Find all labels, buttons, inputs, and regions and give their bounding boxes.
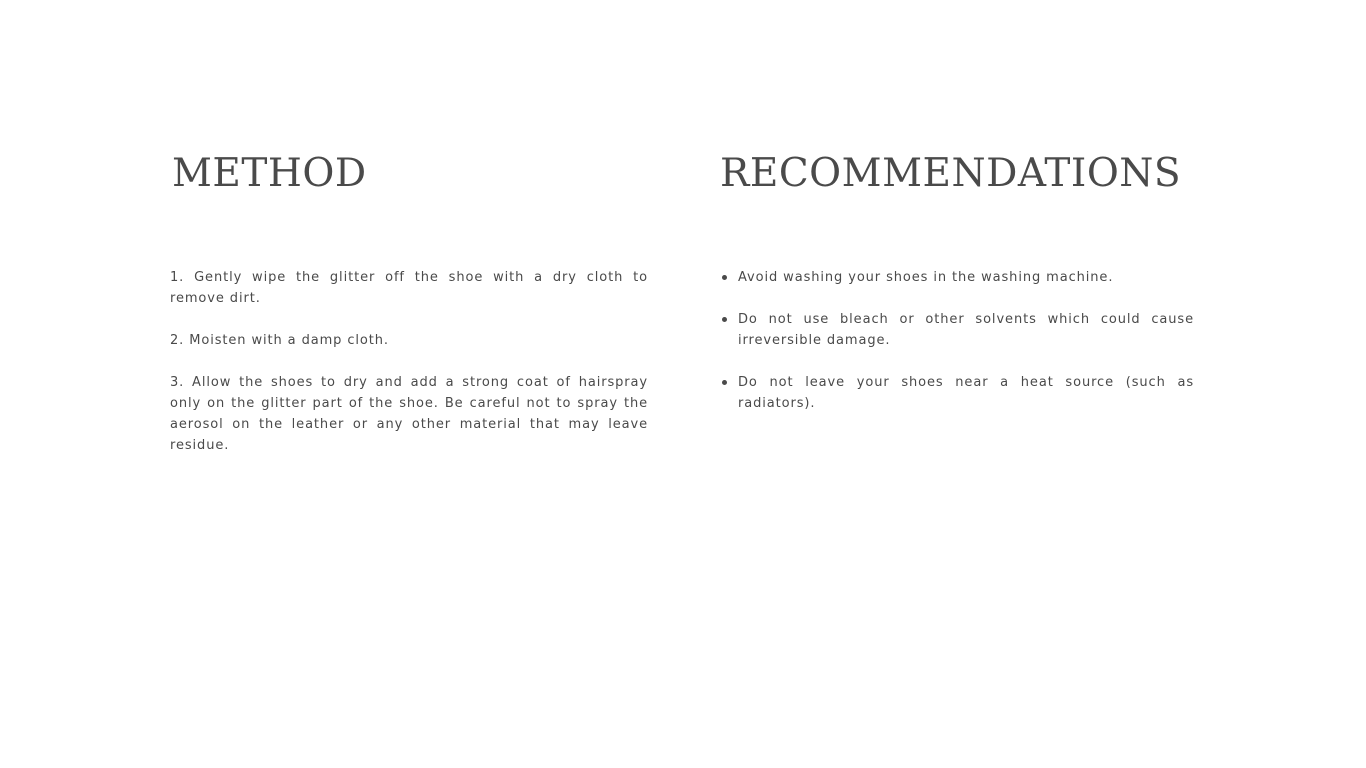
recommendation-text: Avoid washing your shoes in the washing machine. — [738, 270, 1114, 285]
method-steps — [170, 267, 648, 477]
list-item — [720, 267, 1194, 288]
list-item — [720, 309, 1194, 351]
bullet-icon — [722, 275, 727, 280]
bullet-icon — [722, 380, 727, 385]
bullet-icon — [722, 317, 727, 322]
recommendations-heading: RECOMMENDATIONS — [720, 151, 1182, 196]
list-item — [720, 372, 1194, 414]
recommendation-text: Do not use bleach or other solvents which could cause irreversible damage. — [738, 312, 1194, 348]
method-step: 3. Allow the shoes to dry and add a strong coat of hairspray only on the glitter part of the shoe. Be careful not to spray the aerosol on the leather or any other material that may leave residue. — [170, 375, 648, 453]
method-heading: METHOD — [172, 151, 367, 196]
recommendations-body — [720, 267, 1194, 435]
recommendation-text: Do not leave your shoes near a heat source (such as radiators). — [738, 375, 1194, 411]
method-step: 2. Moisten with a damp cloth. — [170, 333, 389, 348]
method-step: 1. Gently wipe the glitter off the shoe with a dry cloth to remove dirt. — [170, 270, 648, 306]
recommendations-list — [720, 267, 1194, 414]
